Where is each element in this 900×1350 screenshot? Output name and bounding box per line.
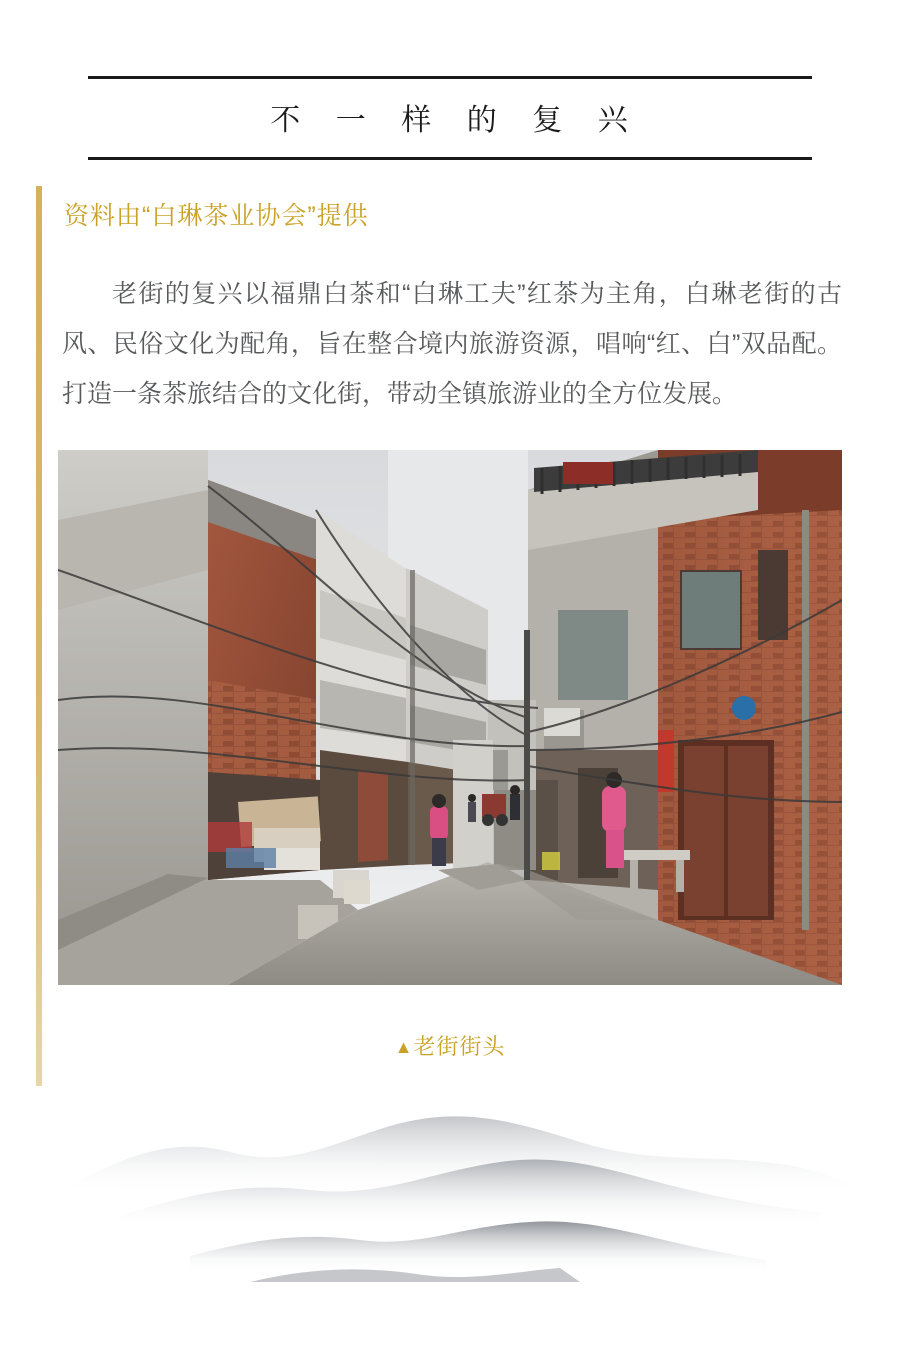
caption-text: 老街街头 — [413, 1034, 506, 1059]
page-title: 不 一 样 的 复 兴 — [270, 104, 642, 137]
heading-rule-bottom — [88, 157, 812, 160]
body-paragraph: 老街的复兴以福鼎白茶和“白琳工夫”红茶为主角，白琳老街的古风、民俗文化为配角，旨在整合境内旅游资源，唱响“红、白”双品配。打造一条茶旅结合的文化街，带动全镇旅游业的全方位发展。 — [62, 280, 842, 408]
old-street-photo — [58, 450, 842, 985]
page-heading-block — [88, 76, 812, 160]
figure-image-container — [58, 450, 842, 985]
figure-caption — [0, 1030, 900, 1061]
gold-accent-bar — [36, 186, 42, 1086]
caption-triangle-icon: ▲ — [394, 1037, 414, 1057]
source-credit: 资料由“白琳茶业协会”提供 — [64, 202, 369, 230]
ink-mountains-decoration — [60, 1090, 850, 1290]
